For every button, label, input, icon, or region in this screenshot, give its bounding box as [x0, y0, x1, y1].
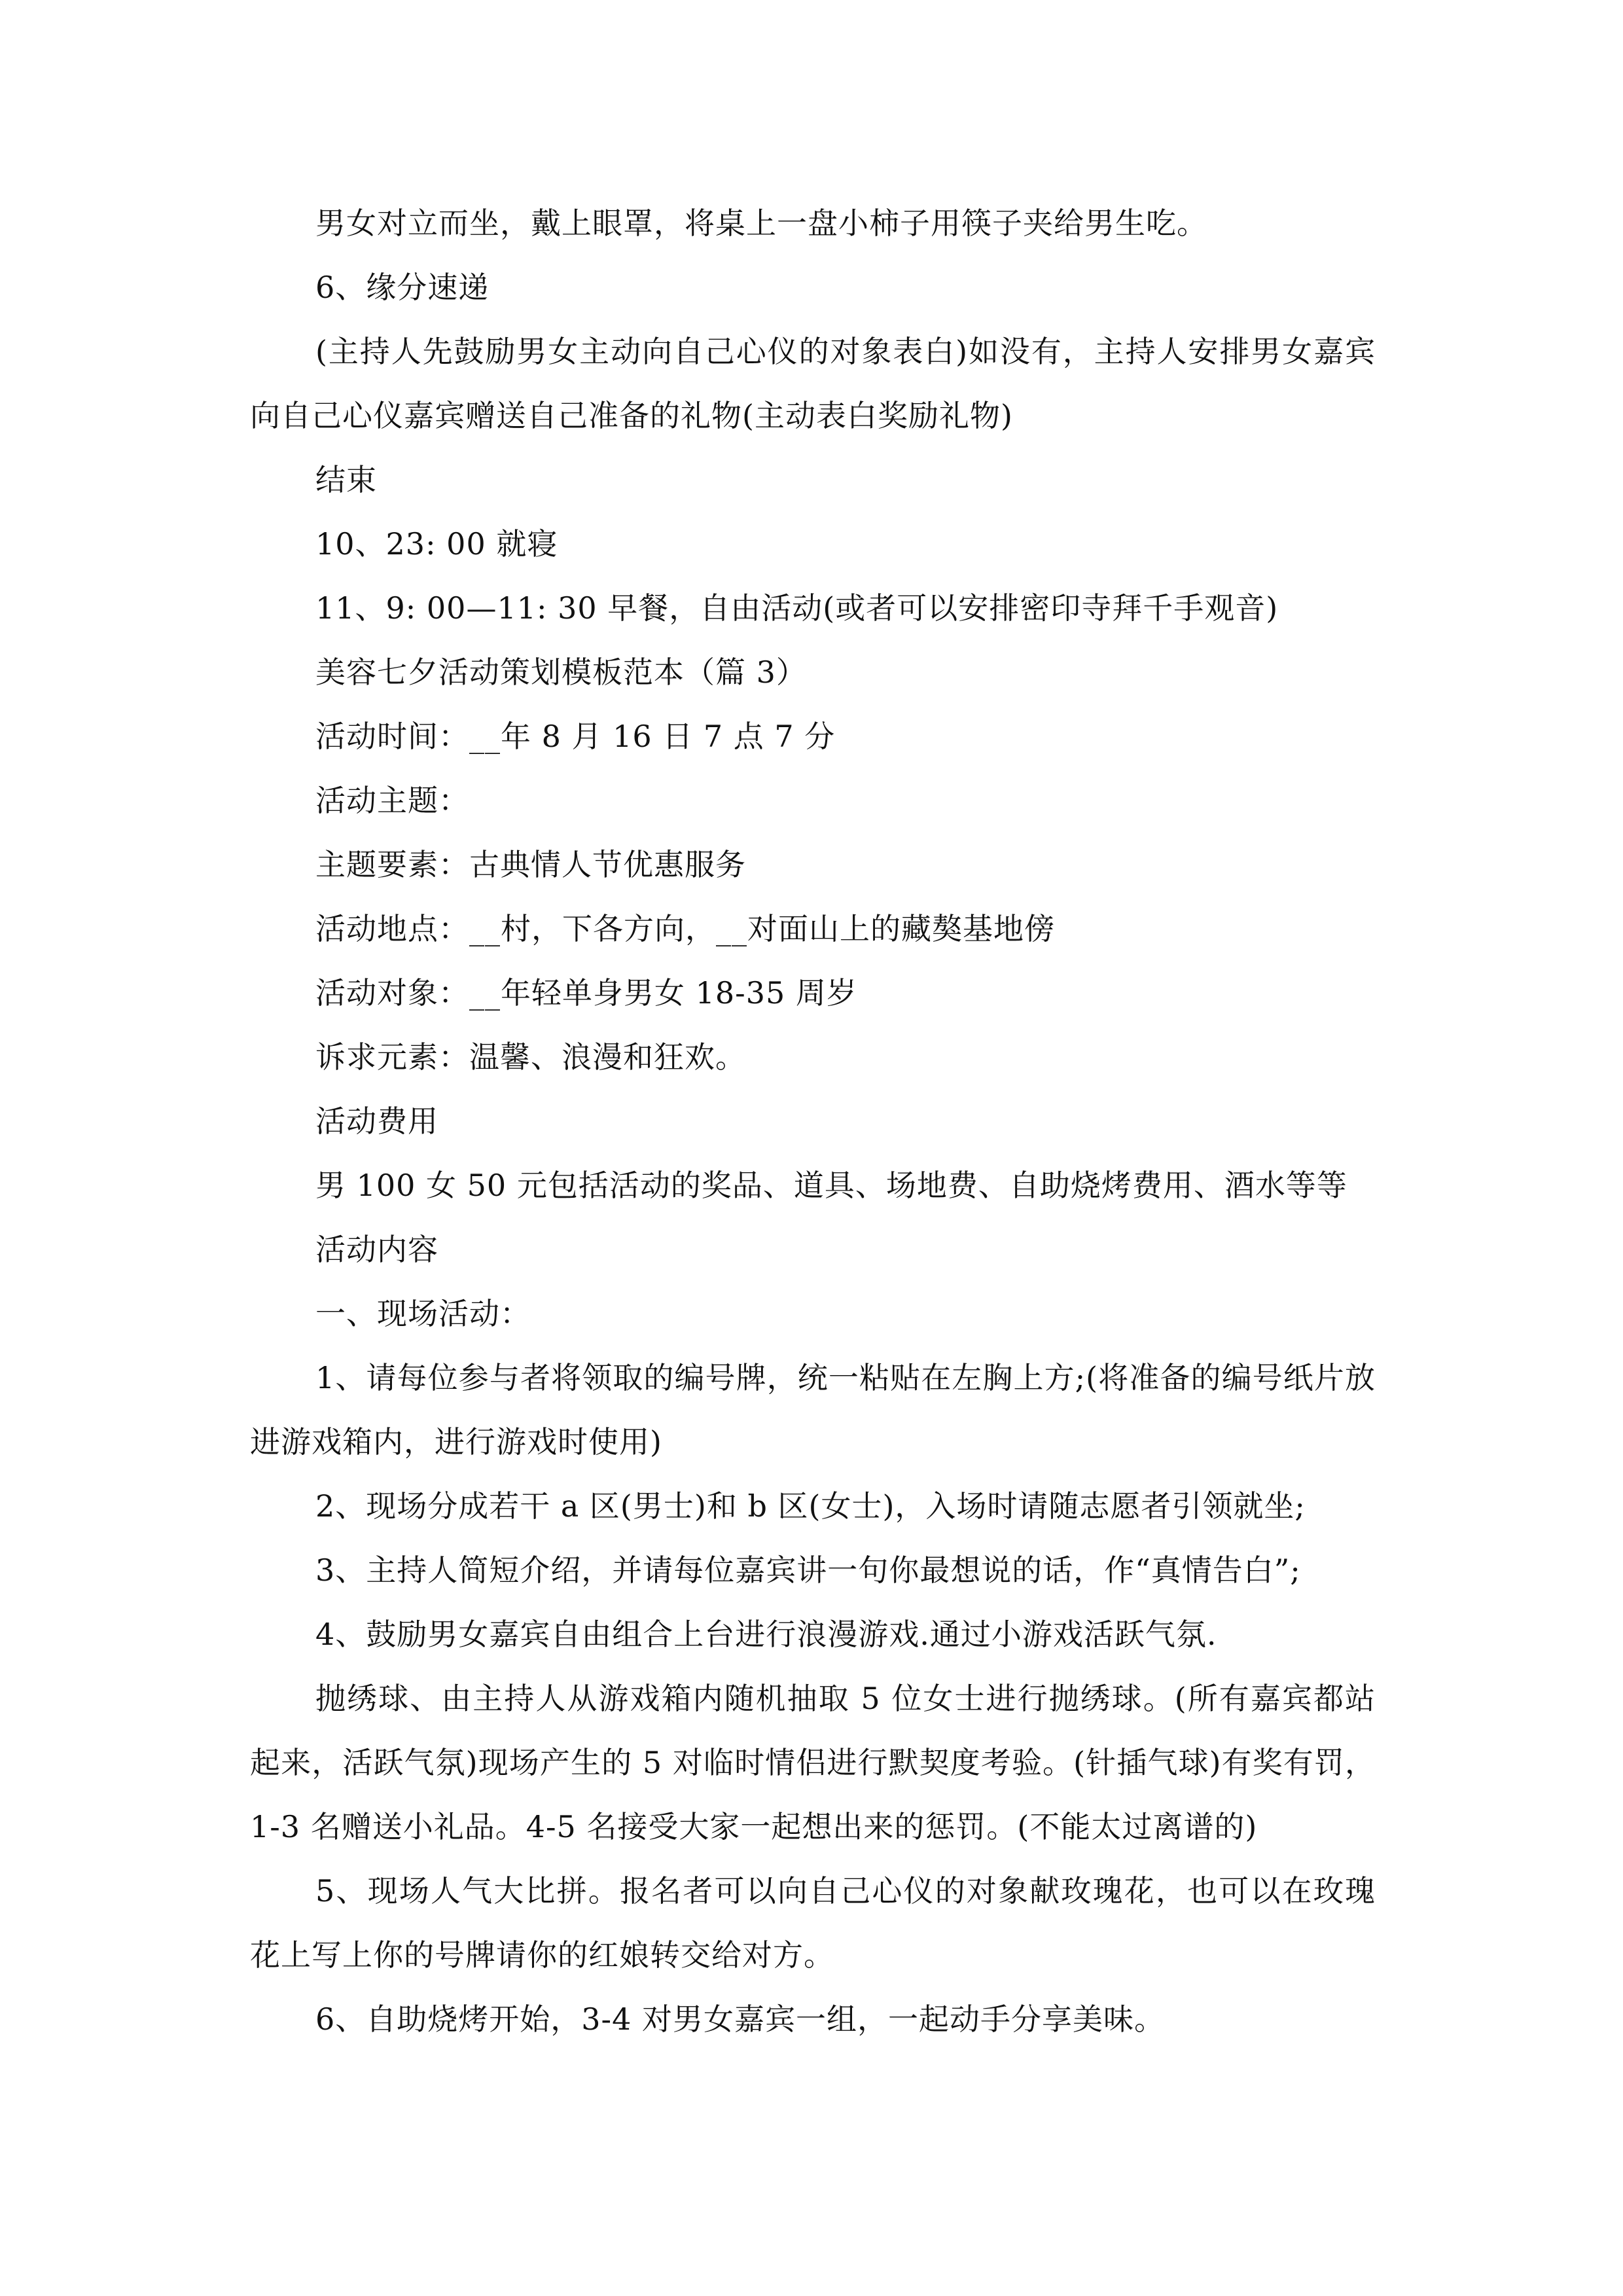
paragraph: 6、缘分速递	[315, 270, 490, 305]
paragraph: 男女对立而坐，戴上眼罩，将桌上一盘小柿子用筷子夹给男生吃。	[315, 206, 1207, 241]
paragraph: 活动对象：__年轻单身男女 18-35 周岁	[315, 975, 857, 1011]
paragraph: 11、9: 00—11: 30 早餐，自由活动(或者可以安排密印寺拜千手观音)	[315, 590, 1279, 626]
paragraph: 2、现场分成若干 a 区(男士)和 b 区(女士)，入场时请随志愿者引领就坐;	[315, 1488, 1306, 1524]
paragraph: 1、请每位参与者将领取的编号牌，统一粘贴在左胸上方;(将准备的编号纸片放进游戏箱内，进行游戏时使用)	[250, 1360, 1376, 1460]
paragraph: 主题要素：古典情人节优惠服务	[315, 847, 746, 882]
paragraph: (主持人先鼓励男女主动向自己心仪的对象表白)如没有，主持人安排男女嘉宾向自己心仪嘉宾赠送自己准备的礼物(主动表白奖励礼物)	[250, 334, 1376, 433]
paragraph: 活动主题：	[315, 783, 469, 818]
paragraph: 活动地点：__村，下各方向，__对面山上的藏獒基地傍	[315, 911, 1055, 946]
paragraph: 活动内容	[315, 1232, 438, 1267]
paragraph: 10、23: 00 就寝	[315, 526, 558, 562]
document-body	[250, 191, 1376, 2051]
section-title: 美容七夕活动策划模板范本（篇 3）	[315, 655, 807, 690]
paragraph: 5、现场人气大比拼。报名者可以向自己心仪的对象献玫瑰花，也可以在玫瑰花上写上你的号牌请你的红娘转交给对方。	[250, 1873, 1376, 1973]
paragraph: 活动时间：__年 8 月 16 日 7 点 7 分	[315, 719, 836, 754]
paragraph: 结束	[315, 462, 377, 497]
paragraph: 4、鼓励男女嘉宾自由组合上台进行浪漫游戏.通过小游戏活跃气氛.	[315, 1617, 1217, 1652]
paragraph: 6、自助烧烤开始，3-4 对男女嘉宾一组，一起动手分享美味。	[315, 2001, 1165, 2037]
paragraph: 活动费用	[315, 1103, 438, 1139]
paragraph: 男 100 女 50 元包括活动的奖品、道具、场地费、自助烧烤费用、酒水等等	[315, 1168, 1347, 1203]
paragraph: 一、现场活动：	[315, 1296, 531, 1331]
paragraph: 3、主持人简短介绍，并请每位嘉宾讲一句你最想说的话，作“真情告白”;	[315, 1552, 1301, 1588]
paragraph: 诉求元素：温馨、浪漫和狂欢。	[315, 1039, 746, 1075]
paragraph: 抛绣球、由主持人从游戏箱内随机抽取 5 位女士进行抛绣球。(所有嘉宾都站起来，活跃气氛)现场产生的 5 对临时情侣进行默契度考验。(针插气球)有奖有罚，1-3 名赠送小礼品。4-5 名接受大家一起想出来的惩罚。(不能太过离谱的)	[250, 1681, 1376, 1844]
